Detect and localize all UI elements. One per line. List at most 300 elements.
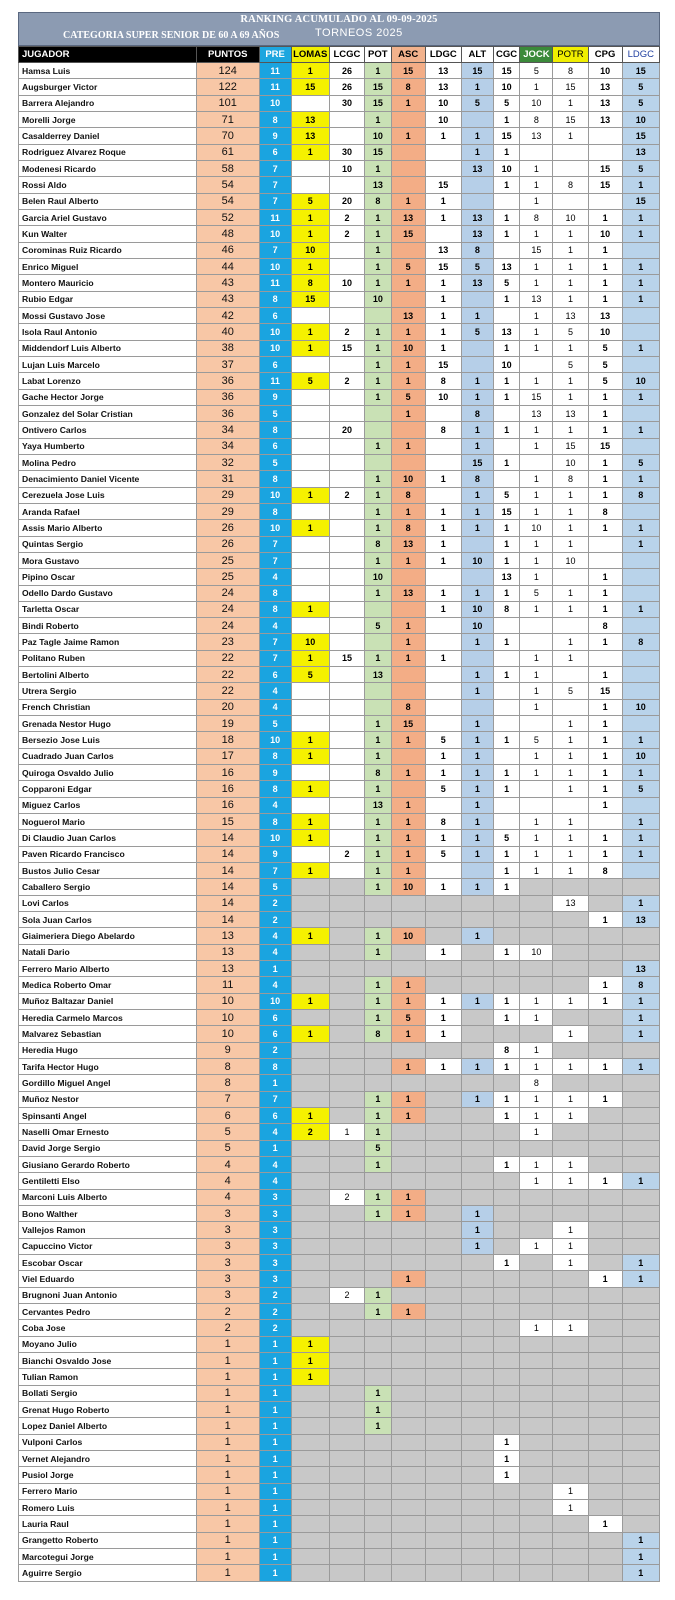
- cell-potr: [553, 944, 588, 960]
- cell-asc: 1: [391, 128, 425, 144]
- cell-lomas: [291, 1418, 329, 1434]
- table-row: [19, 405, 660, 421]
- cell-jugador: Grangetto Roberto: [19, 1532, 197, 1548]
- cell-lcgc: [329, 1548, 364, 1564]
- cell-asc: [391, 1042, 425, 1058]
- cell-alt: [461, 1369, 493, 1385]
- cell-lomas: 5: [291, 373, 329, 389]
- cell-pot: [365, 634, 392, 650]
- cell-ldgc: [425, 618, 461, 634]
- cell-cpg: 10: [588, 324, 622, 340]
- cell-jock: [520, 1467, 553, 1483]
- cell-cgc: [493, 1271, 520, 1287]
- cell-lomas: [291, 569, 329, 585]
- cell-potr: 1: [553, 748, 588, 764]
- cell-puntos: 29: [196, 487, 259, 503]
- cell-ldgc-2: 1: [622, 389, 659, 405]
- cell-puntos: 3: [196, 1238, 259, 1254]
- table-row: [19, 1385, 660, 1401]
- cell-lcgc: [329, 1483, 364, 1499]
- cell-lcgc: [329, 732, 364, 748]
- cell-ldgc-2: [622, 1401, 659, 1417]
- cell-jock: [520, 1385, 553, 1401]
- cell-asc: [391, 912, 425, 928]
- cell-jugador: Medica Roberto Omar: [19, 977, 197, 993]
- table-row: [19, 716, 660, 732]
- cell-lomas: [291, 797, 329, 813]
- cell-cgc: 13: [493, 569, 520, 585]
- cell-ldgc-2: 1: [622, 765, 659, 781]
- cell-alt: [461, 895, 493, 911]
- cell-pot: 1: [365, 552, 392, 568]
- cell-jock: 1: [520, 1156, 553, 1172]
- cell-alt: [461, 340, 493, 356]
- cell-potr: 13: [553, 405, 588, 421]
- cell-ldgc: [425, 1189, 461, 1205]
- col-header-pot: POT: [365, 47, 392, 63]
- cell-potr: 1: [553, 732, 588, 748]
- cell-jugador: Cerezuela Jose Luis: [19, 487, 197, 503]
- cell-jock: [520, 716, 553, 732]
- cell-cgc: 1: [493, 1434, 520, 1450]
- table-row: [19, 1189, 660, 1205]
- cell-ldgc-2: [622, 1156, 659, 1172]
- table-row: [19, 1238, 660, 1254]
- cell-lcgc: 2: [329, 1189, 364, 1205]
- cell-cpg: 1: [588, 732, 622, 748]
- cell-pre: 11: [259, 79, 291, 95]
- cell-jugador: Garcia Ariel Gustavo: [19, 209, 197, 225]
- cell-jock: 1: [520, 1042, 553, 1058]
- table-row: [19, 1287, 660, 1303]
- table-row: [19, 226, 660, 242]
- cell-ldgc: 1: [425, 585, 461, 601]
- table-row: [19, 291, 660, 307]
- cell-ldgc-2: 1: [622, 1548, 659, 1564]
- cell-jock: 1: [520, 1010, 553, 1026]
- cell-alt: 1: [461, 765, 493, 781]
- cell-alt: 8: [461, 242, 493, 258]
- cell-potr: [553, 1548, 588, 1564]
- cell-cpg: [588, 1075, 622, 1091]
- cell-alt: [461, 1565, 493, 1581]
- cell-potr: 1: [553, 340, 588, 356]
- cell-alt: [461, 961, 493, 977]
- cell-cpg: [588, 1548, 622, 1564]
- col-header-ldgc: LDGC: [425, 47, 461, 63]
- cell-pot: 13: [365, 797, 392, 813]
- cell-pot: 1: [365, 487, 392, 503]
- cell-alt: 1: [461, 438, 493, 454]
- cell-ldgc-2: 1: [622, 520, 659, 536]
- cell-ldgc: [425, 1352, 461, 1368]
- cell-asc: 13: [391, 536, 425, 552]
- cell-jugador: Tarletta Oscar: [19, 601, 197, 617]
- table-row: [19, 356, 660, 372]
- cell-jugador: Caballero Sergio: [19, 879, 197, 895]
- cell-jock: 1: [520, 1059, 553, 1075]
- cell-lcgc: [329, 1173, 364, 1189]
- cell-ldgc: [425, 1467, 461, 1483]
- cell-jugador: Muñoz Nestor: [19, 1091, 197, 1107]
- cell-puntos: 43: [196, 275, 259, 291]
- table-row: [19, 471, 660, 487]
- cell-asc: 10: [391, 879, 425, 895]
- cell-lcgc: 10: [329, 275, 364, 291]
- cell-lomas: [291, 1434, 329, 1450]
- table-row: [19, 1205, 660, 1221]
- cell-jugador: Mora Gustavo: [19, 552, 197, 568]
- cell-pre: 10: [259, 340, 291, 356]
- cell-ldgc: 1: [425, 650, 461, 666]
- cell-jugador: Pusiol Jorge: [19, 1467, 197, 1483]
- cell-puntos: 16: [196, 797, 259, 813]
- cell-lcgc: [329, 699, 364, 715]
- cell-lomas: [291, 552, 329, 568]
- table-header-row: [19, 47, 660, 63]
- cell-lomas: 1: [291, 863, 329, 879]
- cell-potr: 1: [553, 650, 588, 666]
- cell-pot: 1: [365, 111, 392, 127]
- cell-jock: 1: [520, 275, 553, 291]
- cell-pre: 2: [259, 912, 291, 928]
- cell-cgc: 5: [493, 275, 520, 291]
- cell-alt: [461, 356, 493, 372]
- cell-cgc: [493, 912, 520, 928]
- cell-cgc: 1: [493, 520, 520, 536]
- cell-ldgc: 13: [425, 63, 461, 79]
- cell-cgc: [493, 1565, 520, 1581]
- cell-cgc: [493, 814, 520, 830]
- cell-lcgc: [329, 716, 364, 732]
- cell-ldgc: [425, 1173, 461, 1189]
- cell-lcgc: [329, 1010, 364, 1026]
- cell-puntos: 22: [196, 683, 259, 699]
- cell-asc: [391, 242, 425, 258]
- cell-potr: [553, 961, 588, 977]
- cell-pot: 1: [365, 716, 392, 732]
- cell-jock: 1: [520, 1124, 553, 1140]
- cell-puntos: 11: [196, 977, 259, 993]
- cell-cpg: [588, 552, 622, 568]
- cell-lomas: 15: [291, 79, 329, 95]
- cell-asc: [391, 895, 425, 911]
- cell-lcgc: [329, 356, 364, 372]
- cell-cgc: 8: [493, 601, 520, 617]
- cell-ldgc: [425, 863, 461, 879]
- cell-alt: [461, 1385, 493, 1401]
- cell-lcgc: [329, 1254, 364, 1270]
- cell-jugador: Noguerol Mario: [19, 814, 197, 830]
- cell-cpg: [588, 1303, 622, 1319]
- cell-pot: [365, 895, 392, 911]
- cell-jugador: Natali Dario: [19, 944, 197, 960]
- cell-jugador: Coba Jose: [19, 1320, 197, 1336]
- cell-potr: 1: [553, 389, 588, 405]
- cell-lcgc: 2: [329, 373, 364, 389]
- cell-ldgc: [425, 1483, 461, 1499]
- cell-lomas: 1: [291, 814, 329, 830]
- cell-pre: 7: [259, 160, 291, 176]
- cell-cgc: 1: [493, 1467, 520, 1483]
- cell-potr: 15: [553, 111, 588, 127]
- cell-ldgc: 15: [425, 258, 461, 274]
- cell-jugador: Bianchi Osvaldo Jose: [19, 1352, 197, 1368]
- cell-puntos: 25: [196, 569, 259, 585]
- cell-alt: 1: [461, 797, 493, 813]
- cell-potr: 13: [553, 307, 588, 323]
- cell-puntos: 23: [196, 634, 259, 650]
- cell-ldgc-2: 13: [622, 144, 659, 160]
- cell-pot: 1: [365, 944, 392, 960]
- table-row: [19, 389, 660, 405]
- cell-cgc: 1: [493, 552, 520, 568]
- cell-puntos: 16: [196, 781, 259, 797]
- cell-ldgc-2: [622, 1467, 659, 1483]
- cell-lcgc: [329, 242, 364, 258]
- cell-cpg: 13: [588, 95, 622, 111]
- cell-pot: [365, 1483, 392, 1499]
- cell-jugador: Gordillo Miguel Angel: [19, 1075, 197, 1091]
- cell-cgc: 5: [493, 487, 520, 503]
- cell-ldgc: 5: [425, 732, 461, 748]
- table-row: [19, 601, 660, 617]
- table-row: [19, 569, 660, 585]
- cell-ldgc-2: [622, 307, 659, 323]
- cell-asc: 13: [391, 585, 425, 601]
- cell-asc: [391, 1565, 425, 1581]
- cell-cpg: 1: [588, 454, 622, 470]
- cell-alt: [461, 699, 493, 715]
- cell-alt: 1: [461, 846, 493, 862]
- cell-lomas: [291, 1140, 329, 1156]
- cell-ldgc-2: [622, 1124, 659, 1140]
- cell-cgc: 1: [493, 291, 520, 307]
- cell-lomas: [291, 389, 329, 405]
- cell-pre: 4: [259, 797, 291, 813]
- cell-lcgc: [329, 1140, 364, 1156]
- cell-cpg: [588, 1385, 622, 1401]
- cell-cpg: [588, 1205, 622, 1221]
- cell-cgc: [493, 1303, 520, 1319]
- cell-cpg: 1: [588, 830, 622, 846]
- cell-puntos: 22: [196, 667, 259, 683]
- cell-alt: [461, 977, 493, 993]
- cell-cgc: [493, 1369, 520, 1385]
- cell-pre: 7: [259, 1091, 291, 1107]
- cell-puntos: 14: [196, 830, 259, 846]
- cell-cpg: 1: [588, 471, 622, 487]
- cell-ldgc: 1: [425, 291, 461, 307]
- cell-pot: 5: [365, 618, 392, 634]
- cell-ldgc-2: [622, 667, 659, 683]
- cell-ldgc: [425, 1369, 461, 1385]
- cell-ldgc-2: [622, 1418, 659, 1434]
- cell-puntos: 32: [196, 454, 259, 470]
- cell-lcgc: [329, 781, 364, 797]
- cell-lomas: 1: [291, 1026, 329, 1042]
- cell-puntos: 3: [196, 1205, 259, 1221]
- cell-pre: 7: [259, 536, 291, 552]
- cell-lcgc: [329, 128, 364, 144]
- cell-cgc: [493, 1189, 520, 1205]
- cell-lcgc: 1: [329, 1124, 364, 1140]
- cell-asc: 13: [391, 307, 425, 323]
- cell-potr: 1: [553, 1059, 588, 1075]
- cell-asc: 1: [391, 95, 425, 111]
- cell-alt: 5: [461, 95, 493, 111]
- cell-puntos: 54: [196, 177, 259, 193]
- cell-alt: 1: [461, 732, 493, 748]
- cell-ldgc: 8: [425, 373, 461, 389]
- cell-ldgc-2: [622, 1336, 659, 1352]
- cell-jock: [520, 1352, 553, 1368]
- cell-asc: 1: [391, 1091, 425, 1107]
- cell-asc: 1: [391, 863, 425, 879]
- cell-cgc: 8: [493, 1042, 520, 1058]
- cell-pot: 13: [365, 177, 392, 193]
- cell-alt: 1: [461, 1205, 493, 1221]
- table-row: [19, 585, 660, 601]
- cell-cgc: 15: [493, 128, 520, 144]
- cell-lomas: [291, 846, 329, 862]
- cell-jugador: Lovi Carlos: [19, 895, 197, 911]
- cell-asc: 1: [391, 356, 425, 372]
- cell-pre: 5: [259, 454, 291, 470]
- cell-pot: 1: [365, 1205, 392, 1221]
- cell-potr: 1: [553, 993, 588, 1009]
- cell-lcgc: 2: [329, 324, 364, 340]
- cell-asc: [391, 1385, 425, 1401]
- cell-puntos: 10: [196, 993, 259, 1009]
- cell-lomas: [291, 1254, 329, 1270]
- cell-jock: 1: [520, 487, 553, 503]
- cell-asc: [391, 667, 425, 683]
- cell-cgc: [493, 748, 520, 764]
- cell-ldgc: 10: [425, 95, 461, 111]
- cell-ldgc-2: [622, 1140, 659, 1156]
- cell-jugador: Lauria Raul: [19, 1516, 197, 1532]
- cell-lomas: 1: [291, 650, 329, 666]
- cell-lcgc: [329, 1467, 364, 1483]
- cell-ldgc: [425, 1222, 461, 1238]
- cell-ldgc: 1: [425, 830, 461, 846]
- cell-pot: [365, 1320, 392, 1336]
- cell-asc: 1: [391, 814, 425, 830]
- table-row: [19, 634, 660, 650]
- cell-cpg: 15: [588, 177, 622, 193]
- cell-alt: 5: [461, 324, 493, 340]
- cell-alt: 1: [461, 781, 493, 797]
- cell-alt: [461, 569, 493, 585]
- cell-ldgc: [425, 895, 461, 911]
- cell-asc: 8: [391, 79, 425, 95]
- cell-pot: [365, 1565, 392, 1581]
- cell-puntos: 18: [196, 732, 259, 748]
- cell-ldgc: [425, 160, 461, 176]
- cell-cgc: 1: [493, 993, 520, 1009]
- cell-cpg: [588, 1467, 622, 1483]
- cell-jock: [520, 634, 553, 650]
- cell-potr: [553, 667, 588, 683]
- cell-ldgc: 1: [425, 1059, 461, 1075]
- cell-pre: 4: [259, 699, 291, 715]
- cell-ldgc-2: [622, 1075, 659, 1091]
- cell-pre: 6: [259, 667, 291, 683]
- cell-jock: 1: [520, 471, 553, 487]
- cell-lcgc: [329, 1385, 364, 1401]
- cell-jock: [520, 618, 553, 634]
- table-row: [19, 732, 660, 748]
- table-row: [19, 340, 660, 356]
- cell-ldgc: 15: [425, 177, 461, 193]
- cell-pot: 1: [365, 1401, 392, 1417]
- cell-puntos: 14: [196, 895, 259, 911]
- cell-cpg: 1: [588, 242, 622, 258]
- cell-potr: 1: [553, 258, 588, 274]
- cell-pot: 1: [365, 1189, 392, 1205]
- cell-potr: 1: [553, 1173, 588, 1189]
- cell-pot: 1: [365, 373, 392, 389]
- cell-ldgc: 8: [425, 814, 461, 830]
- cell-pot: 1: [365, 846, 392, 862]
- cell-asc: 1: [391, 438, 425, 454]
- table-row: [19, 1336, 660, 1352]
- cell-asc: 1: [391, 1205, 425, 1221]
- cell-lomas: 10: [291, 242, 329, 258]
- cell-pre: 3: [259, 1271, 291, 1287]
- table-row: [19, 1091, 660, 1107]
- cell-potr: 5: [553, 683, 588, 699]
- cell-cpg: 1: [588, 585, 622, 601]
- cell-lomas: [291, 1320, 329, 1336]
- cell-lomas: 1: [291, 928, 329, 944]
- cell-ldgc-2: 1: [622, 814, 659, 830]
- cell-puntos: 3: [196, 1287, 259, 1303]
- table-row: [19, 830, 660, 846]
- cell-asc: [391, 683, 425, 699]
- table-row: [19, 128, 660, 144]
- cell-puntos: 3: [196, 1271, 259, 1287]
- cell-cpg: 1: [588, 258, 622, 274]
- cell-lomas: 1: [291, 487, 329, 503]
- cell-lomas: [291, 536, 329, 552]
- cell-jock: [520, 454, 553, 470]
- ranking-sheet: [18, 12, 660, 1582]
- table-row: [19, 422, 660, 438]
- cell-pot: 1: [365, 977, 392, 993]
- cell-pre: 8: [259, 503, 291, 519]
- cell-ldgc-2: [622, 1238, 659, 1254]
- cell-asc: [391, 1434, 425, 1450]
- cell-jock: 5: [520, 585, 553, 601]
- cell-asc: [391, 569, 425, 585]
- cell-asc: [391, 1238, 425, 1254]
- cell-asc: [391, 781, 425, 797]
- cell-lomas: [291, 422, 329, 438]
- cell-jock: 15: [520, 389, 553, 405]
- cell-potr: [553, 1401, 588, 1417]
- table-row: [19, 1140, 660, 1156]
- cell-cgc: 1: [493, 1108, 520, 1124]
- cell-alt: [461, 1320, 493, 1336]
- cell-cpg: 1: [588, 1173, 622, 1189]
- cell-lcgc: 15: [329, 340, 364, 356]
- cell-jugador: Gonzalez del Solar Cristian: [19, 405, 197, 421]
- cell-puntos: 1: [196, 1548, 259, 1564]
- cell-pot: 1: [365, 1108, 392, 1124]
- cell-jugador: Miguez Carlos: [19, 797, 197, 813]
